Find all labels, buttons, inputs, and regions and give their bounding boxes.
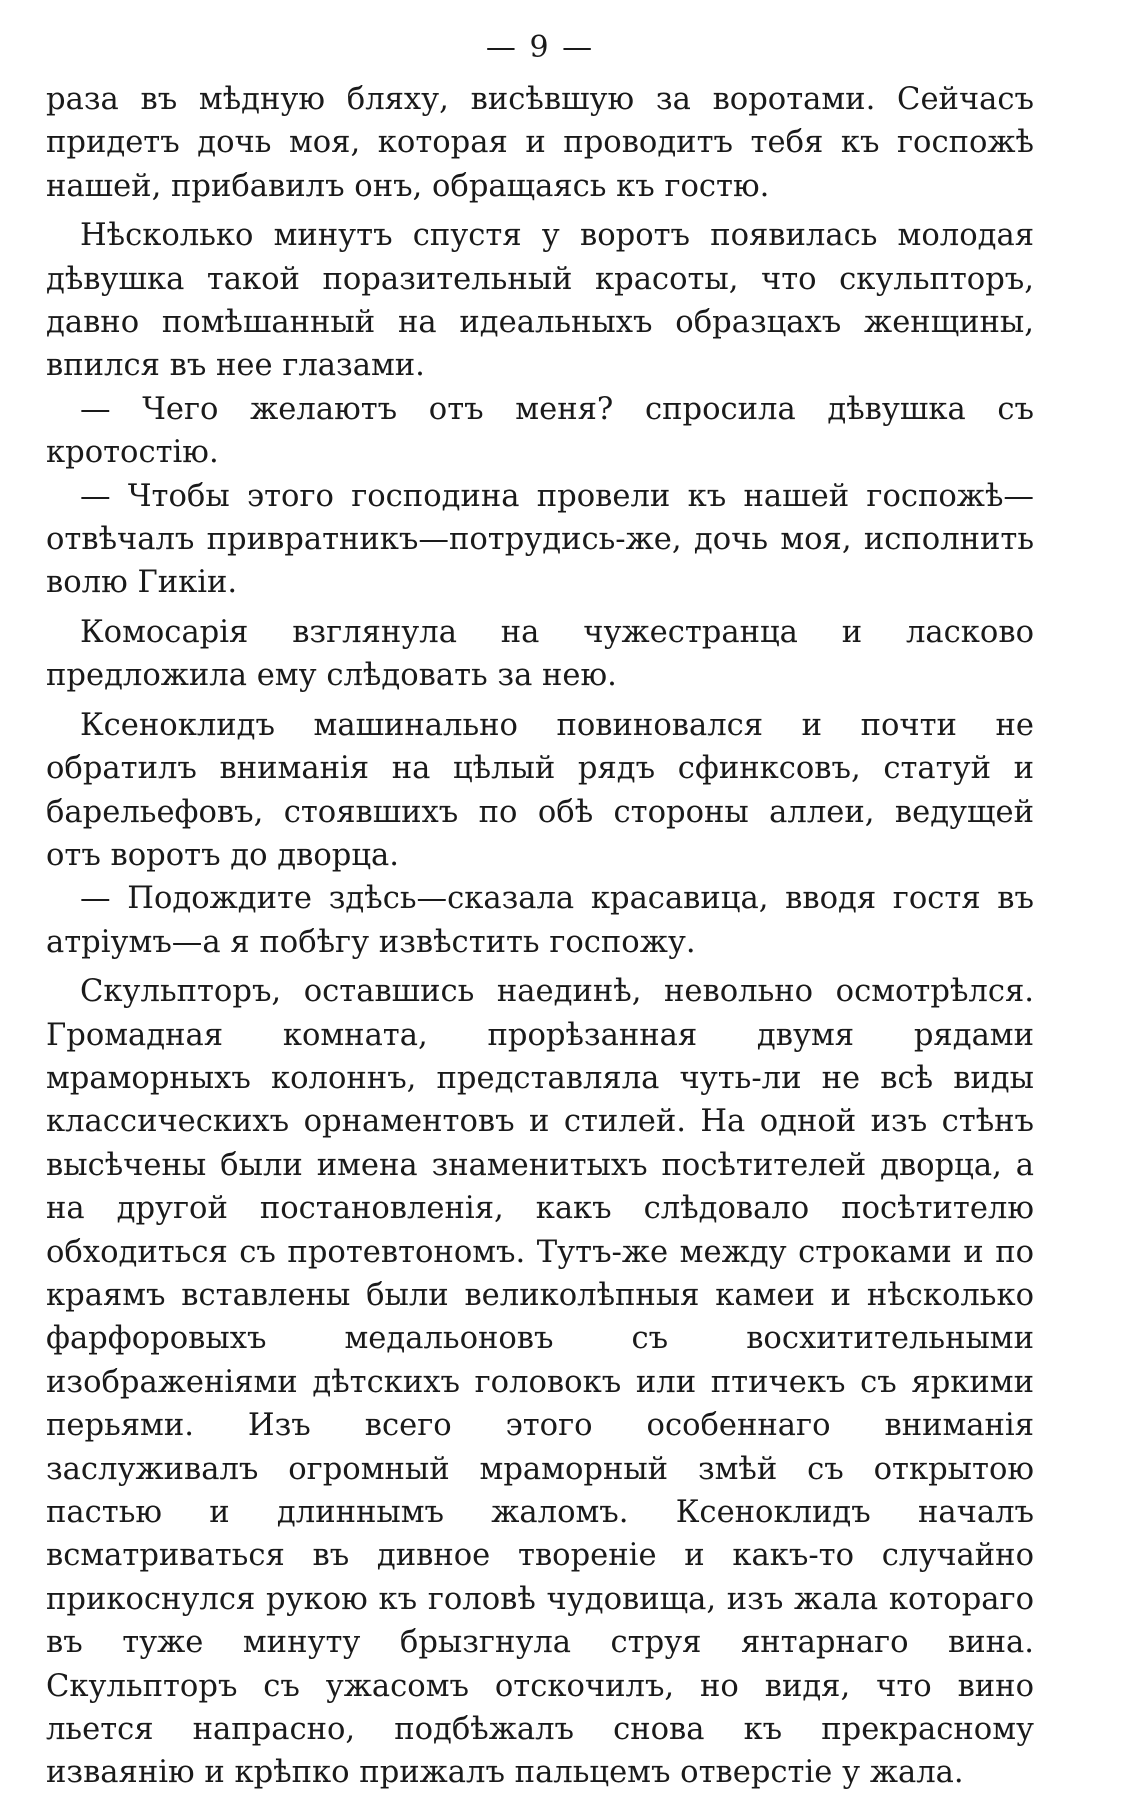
page-text <box>46 78 1034 1795</box>
paragraph-4: — Чтобы этого господина провели къ нашей госпожѣ—отвѣчалъ привратникъ—потрудись-же, дочь моя, исполнить волю Гикіи. <box>46 478 1034 601</box>
paragraph-6: Ксеноклидъ машинально повиновался и почти не обратилъ вниманія на цѣлый рядъ сфинксовъ, статуй и барельефовъ, стоявшихъ по обѣ стороны аллеи, ведущей отъ воротъ до дворца. <box>46 707 1034 873</box>
page-number: — 9 — <box>485 30 595 65</box>
paragraph-2: Нѣсколько минутъ спустя у воротъ появилась молодая дѣвушка такой поразительный красоты, что скульпторъ, давно помѣшанный на идеальныхъ образцахъ женщины, впился въ нее глазами. <box>46 218 1034 384</box>
paragraph-3: — Чего желаютъ отъ меня? спросила дѣвушка съ кротостію. <box>46 391 1034 471</box>
paragraph-1: раза въ мѣдную бляху, висѣвшую за воротами. Сейчасъ придетъ дочь моя, которая и проводитъ тебя къ госпожѣ нашей, прибавилъ онъ, обращаясь къ гостю. <box>46 82 1034 204</box>
paragraph-8: Скульпторъ, оставшись наединѣ, невольно осмотрѣлся. Громадная комната, прорѣзанная двумя рядами мраморныхъ колоннъ, представляла чуть-ли не всѣ виды классическихъ орнаментовъ и стилей. На одной изъ стѣнъ высѣчены были имена знаменитыхъ посѣтителей дворца, а на другой постановленія, какъ слѣдовало посѣтителю обходиться съ протевтономъ. Тутъ-же между строками и по краямъ вставлены были великолѣпныя камеи и нѣсколько фарфоровыхъ медальоновъ съ восхитительными изображеніями дѣтскихъ головокъ или птичекъ съ яркими перьями. Изъ всего этого особеннаго вниманія заслуживалъ огромный мраморный змѣй съ открытою пастью и длиннымъ жаломъ. Ксеноклидъ началъ всматриваться въ дивное твореніе и какъ-то случайно прикоснулся рукою къ головѣ чудовища, изъ жала котораго въ туже минуту брызгнула струя янтарнаго вина. Скульпторъ съ ужасомъ отскочилъ, но видя, что вино льется напрасно, подбѣжалъ снова къ прекрасному изваянію и крѣпко прижалъ пальцемъ отверстіе у жала. <box>46 974 1034 1791</box>
book-page <box>46 30 1034 1791</box>
paragraph-7: — Подождите здѣсь—сказала красавица, вводя гостя въ атріумъ—а я побѣгу извѣстить госпожу. <box>46 881 1034 960</box>
paragraph-5: Комосарія взглянула на чужестранца и ласково предложила ему слѣдовать за нею. <box>46 614 1034 694</box>
